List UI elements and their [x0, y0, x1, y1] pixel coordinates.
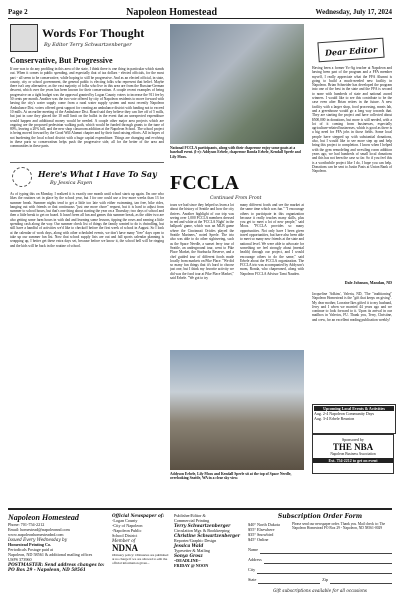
- staff-list: [174, 513, 244, 568]
- space-needle-photo: [170, 350, 304, 470]
- hhs-title: Here's What I Have To Say: [38, 169, 157, 179]
- footer-paper-name: Napoleon Homestead: [8, 513, 79, 522]
- issue-date: Wednesday, July 17, 2024: [315, 8, 392, 16]
- address-field[interactable]: Address: [248, 557, 392, 564]
- member-of: Member of: [112, 538, 136, 543]
- ndna-logo: NDNA: [112, 543, 138, 553]
- order-fields: [248, 547, 392, 593]
- subscription-title: Subscription Order Form: [277, 513, 363, 520]
- nba-phone: Ext. 754-2212 to get on event: [313, 458, 393, 463]
- deadline-time: FRIDAY @ NOON: [174, 563, 209, 568]
- subscription-form: [248, 513, 392, 593]
- staff-role: Reporter/Graphic Design: [174, 538, 217, 543]
- official-item: School District: [112, 533, 138, 538]
- footer-postmaster: POSTMASTER: Send address changes to:: [8, 562, 105, 567]
- footer-postal1: Periodicals Postage paid at: [8, 547, 54, 552]
- staff-role: Typesetter & Mailing: [174, 548, 210, 553]
- nba-sponsor: Sponsored by: [342, 437, 364, 442]
- article-heading: Conservative, But Progressive: [10, 56, 113, 65]
- continued-note: Continued From Front: [210, 196, 262, 201]
- fccla-title: FCCLA: [170, 172, 239, 194]
- masthead-title: Napoleon Homestead: [126, 6, 218, 18]
- nba-name: THE NBA: [332, 442, 374, 452]
- photo1-caption: National FCCLA participants, along with their chaperone enjoy some goats at a baseball event. (l-r): Addyson Erbele, chaperone Ronda Erbele, Kendall Sperle and Lily Moos.: [170, 146, 301, 159]
- rates-list: [248, 522, 288, 542]
- rate-checkbox[interactable]: $45° Online: [248, 537, 269, 542]
- words-banner: [10, 24, 160, 54]
- staff-name: Sonya Grosz: [174, 553, 203, 558]
- footer-website[interactable]: www.napoleonhomesteadnd.com: [8, 532, 64, 537]
- state-zip-field[interactable]: State Zip: [248, 577, 392, 584]
- footer-owner: Homestead Printing Co.: [8, 542, 52, 547]
- official-item: -City of Napoleon: [112, 523, 143, 528]
- staff-role: Publisher/Editor &: [174, 513, 206, 518]
- editor-photo: [10, 24, 38, 52]
- obituary-policy: Obituary policy: Obituaries are published at no charge if we are allowed to edit the official information given...: [112, 553, 169, 565]
- footer-usps: USPS 373960: [8, 557, 32, 562]
- footer-email[interactable]: Email: homestead@napoleonnd.com: [8, 527, 70, 532]
- column-title: Words For Thought: [42, 26, 145, 40]
- subscription-note: Please send our newspaper order. Thank you. Mail check to: The Napoleon Homestead PO Box 29 - Napoleon, ND 58561-0029: [292, 522, 386, 531]
- dear-editor-body-2: Jacqueline 'Adkins', Valeria, ND, 'The "traditioning" Napoleon Homestead is the "gift that keeps on giving". My dear mother, Lorraine Ikes gifted it to my husband, Jerry and I when we married 44 years ago and we continue to look forward to it. Upon its arrival in our mailbox in Valerios, FU. Thank you, Terry, Christine, and crew, for an excellent reading publication weekly!: [312, 292, 392, 322]
- dear-editor-banner: [317, 38, 384, 63]
- footer-postal2: Napoleon, ND 58561 & additional mailing offices: [8, 552, 93, 557]
- fccla-col2: many different foods and see the market at the same time which was fun." "I encourage others to participate in this organization because it really teaches many skills, plus you get to meet a lot of new people," said Moos. "FCCLA provides so many opportunities. Not only have I been given travel opportunities, but have also been able to meet so many new friends at the state and national level. We were able to advocate for something we feel strongly about (mental health) through our project, and I would encourage others to do the same," said Erbele about the FCCLA organization. The FCCLA trio was accompanied by Addyson's mom, Ronda, who chaperoned, along with Napoleon FCCLA Advisor Tami Nauden.: [240, 203, 304, 276]
- dear-editor-body: Having been a former Yo-Ag teacher at Napoleon and having been part of the program and a FFA member myself, I really appreciate what the FFA Alumni is going to build a much-needed new facility in Napoleon. Brian Schneider has developed the program into one of the best in the state and the FFA is second to none with hundreds of state and national award winners. I would like to see this contribute to be the case even after Brian retires in the future. A new facility with a larger shop, food processing, meats lab, and a greenhouse would go a long way towards that. They are starting the project and have collected about $500,000 in donations, but more is still needed, with a lot of it coming from businesses, especially agriculture-related businesses, which is good as there is a big need for FFA jobs in those fields. Some local people have stepped up with substantial donations, also, but I would like to see more step up and help bring this project to completion. I know when I helped with the gym remodeling and wrestling room addition years ago, we had hundreds of small local donations and this has not been the case so far. So if you feel this is a worthwhile project like I do, I hope you can help. Donations can be sent to Justin Pazis at Union Bank of Napoleon.: [312, 66, 392, 174]
- name-field[interactable]: Name: [248, 547, 392, 554]
- official-newspaper: [112, 513, 170, 565]
- decorative-flower-icon: [12, 167, 32, 187]
- staff-name: Jessica Wald: [174, 543, 204, 548]
- photo2-caption: Addyson Erbele, Lily Moos and Kendall Sperle sit at the top of Space Needle, overlooking Seattle, WA in a clear sky view.: [170, 472, 292, 481]
- gift-note: Gift subscriptions available for all occasions: [273, 588, 367, 593]
- hhs-byline: By Jessica Fayen: [50, 180, 93, 186]
- staff-name: Terry Schwartzenberger: [174, 523, 231, 528]
- footer-issued: Issued Every Wednesday by: [8, 537, 68, 542]
- letter-signature: Dale Johnson, Mandan, ND: [344, 280, 392, 285]
- fccla-goats-photo: [170, 24, 304, 144]
- page-header: [8, 6, 392, 19]
- footer-postmaster-address: PO Box 29 - Napoleon, ND 58561: [8, 567, 86, 572]
- footer-phone: Phone: 701-754-2212: [8, 522, 45, 527]
- staff-name: Christine Schwartzenberger: [174, 533, 240, 538]
- hhs-body: As of typing this on Monday, I realized it is exactly one month until school starts up again. I'm one who likes the routines set in place by the school year, but I for one could use a few more weeks than 13 for summer break. Summer nights tend to get a little too late with either swimming, tan free, bike rides, hanging out with friends or that continuous "just one more chore" request, but it is hard to adjust from summer to school hours, but that's one thing about starting the year on a Thursday; two days of school and then a little break to get on board. It hasn't been all fun and games this summer break, as the older two are also getting some farm hours in with dad and learning some lessons, tipping the roses and earning a little spending cash along the way. Our summer check list of things the family wanted to do is dwindling, but still have a handful of activities we'd like to checkoff before the first week of school in August. So I look at the calendar of work days, along with other scheduled events, we don't have many "free" days open to take up our summer fun list. Now that school supply lists are out and fall sports calendar planning is wrapping up, I better get these extra days set, because before we know it, the school bell will be ringing and the kids will be back in the routine of school.: [10, 192, 164, 248]
- event-item: Aug. 2-4 Napoleon Community Days: [314, 411, 375, 416]
- nba-sub: Napoleon Business Association: [330, 452, 376, 456]
- rate-checkbox[interactable]: $40° North Dakota: [248, 522, 280, 527]
- page-number: Page 2: [8, 8, 28, 16]
- deadline-label: ~DEADLINE~: [174, 558, 201, 563]
- staff-role: Commercial Printing: [174, 518, 210, 523]
- staff-role: Circulation Mgr. & Bookkeeping: [174, 528, 230, 533]
- events-title: Upcoming Local Events & Activities: [314, 406, 394, 411]
- fccla-col1: tours we had since they helped us learn a lot about the history of Seattle and how the city thrives. Another highlight of our trip was seeing over 1,000 FCCLA members dressed in red and white at the 'FCCLA Night' in the ballpark' game, which was an MLB game where the Cincinnati Orioles played the Seattle Mariners," noted Sperle. The trio also was able to do other sightseeing, such as the Space Needle, a sunset ferry tour of Seattle, an underground tour, went to Pike Place Market, the Starbucks Reserve, and a chef guided tour of different foods made locally from markets on Pike Place. "We did so many fun things that it's hard to choose just one, but I think my favorite activity we did was the food tour at Pike Place Market," said Erbele. "We got to try: [170, 203, 234, 281]
- dear-editor-title: Dear Editor: [324, 44, 378, 58]
- city-field[interactable]: City: [248, 567, 392, 574]
- official-item: -Napoleon Public: [112, 528, 142, 533]
- column-byline: By Editor Terry Schwartzenberger: [44, 42, 132, 48]
- publisher-info: [8, 513, 108, 572]
- footer: [8, 508, 392, 610]
- rate-checkbox[interactable]: $55° Elsewhere: [248, 527, 275, 532]
- official-title: Official Newspaper of:: [112, 513, 165, 518]
- official-item: -Logan County: [112, 518, 138, 523]
- rate-checkbox[interactable]: $35° Snowbird: [248, 532, 274, 537]
- nba-box: [312, 434, 394, 474]
- words-body: If one was to do any profiling in this area of the state, I think there is one thing in particular which stands out. When it comes to public spending, and especially that of tax dollars - elected officials, for the most part - all seem to be conservative, while hoping to still be progressive. And as an elected official, in state, county, city or school government, the general public is electing folks who represent that belief. Maybe there isn't any alternative, as the vast majority of folks who live in this area are from the Russian-German descent, which over the years has been known for their conservatism. A couple recent examples of being progressive on a tight budget was the approval granted by Logan County voters to increase the 911 fee by 50 cents per month. Another was the two vote offered by city of Napoleon residents to move forward with having the city's water supply come from a rural water supply system and most recently Napoleon Ambulance Dist. voters offered great support for creating an ambulance district with funding not to exceed 10 mills. At an earlier meeting of the Ambulance Dist. Board said they believe they can live off of 5 mills, but just in case they placed the 10 mill limit on the ballot in the event that an unexpected expenditure would happen and additional money would be needed. A couple other major area projects which are ongoing are the proposed pedestrian walking path, which would be funded through grants to the tune of 80%, leaving a 20% bill, and the new shop classroom addition at the Napoleon School. The school project is being moved forward by the Good Will Alumni chapter and by their fund raising efforts. All in hopes of not burdening the local school district with a huge capital expenditure. Things are changing and evolving in these parts so conservatism helps push the progressive side, all for the better of the area and communities in these parts.: [10, 67, 164, 149]
- events-box: [312, 404, 396, 434]
- hhs-banner: [10, 162, 164, 191]
- event-item: Aug. 3-4 Erbele Reunion: [314, 416, 355, 421]
